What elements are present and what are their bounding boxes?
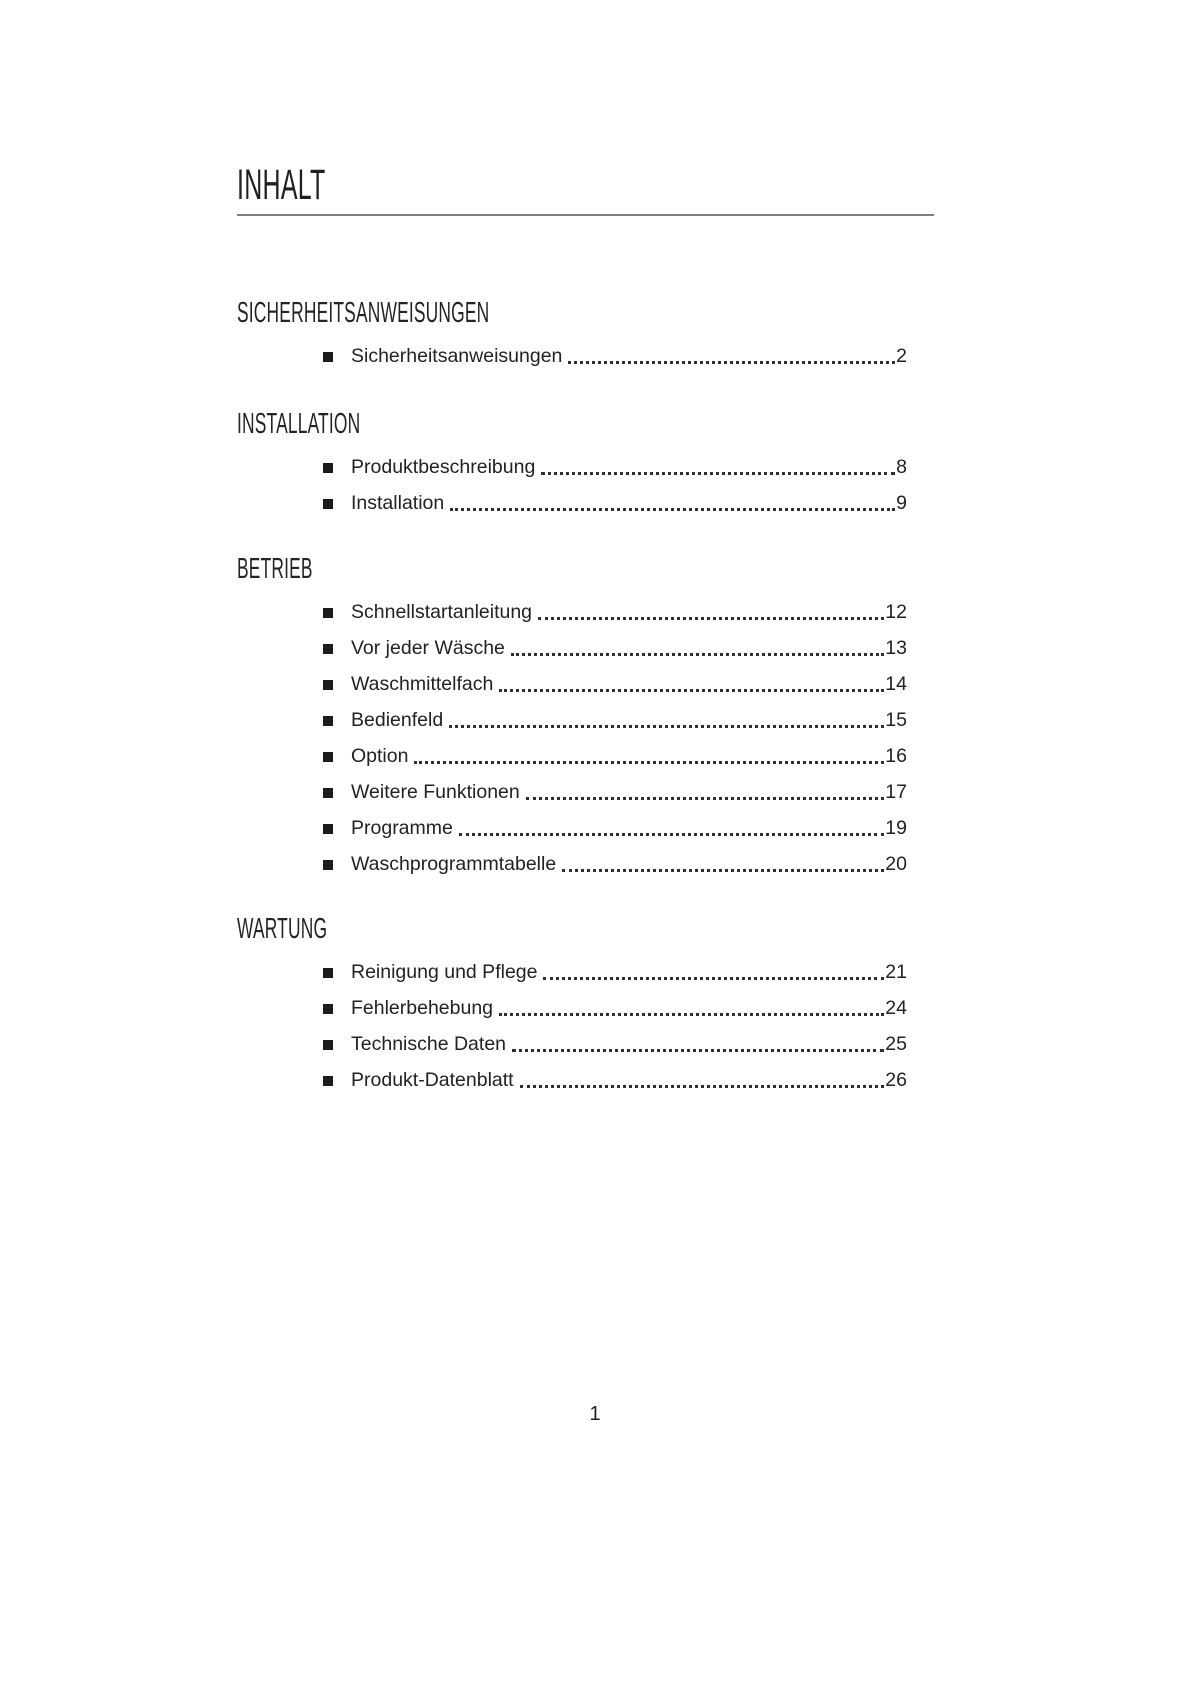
toc-entry	[323, 666, 907, 702]
square-bullet-icon	[323, 860, 333, 870]
toc-entry-label: Installation	[351, 491, 445, 514]
toc-entry	[323, 594, 907, 630]
square-bullet-icon	[323, 499, 333, 509]
toc-section	[237, 296, 927, 374]
square-bullet-icon	[323, 644, 333, 654]
dot-leader	[414, 761, 884, 764]
toc-entry-label: Schnellstartanleitung	[351, 600, 533, 623]
square-bullet-icon	[323, 1004, 333, 1014]
dot-leader	[499, 1013, 884, 1016]
toc-entry	[323, 990, 907, 1026]
toc-entry-label: Programme	[351, 816, 453, 839]
toc-entry	[323, 1062, 907, 1098]
square-bullet-icon	[323, 716, 333, 726]
toc-entry	[323, 702, 907, 738]
dot-leader	[543, 977, 884, 980]
toc-entry-page: 8	[896, 455, 907, 478]
square-bullet-icon	[323, 824, 333, 834]
dot-leader	[562, 869, 884, 872]
toc-entry	[323, 810, 907, 846]
toc-section	[237, 552, 927, 882]
toc-entry-page: 24	[885, 996, 907, 1019]
dot-leader	[511, 653, 884, 656]
toc-entry-label: Weitere Funktionen	[351, 780, 520, 803]
dot-leader	[459, 833, 884, 836]
toc-entry-page: 12	[885, 600, 907, 623]
toc-entry-page: 26	[885, 1068, 907, 1091]
square-bullet-icon	[323, 788, 333, 798]
toc-entry-label: Produktbeschreibung	[351, 455, 536, 478]
toc-entry-label: Sicherheitsanweisungen	[351, 344, 563, 367]
dot-leader	[499, 689, 884, 692]
page-title: INHALT	[237, 161, 326, 209]
toc-entry-page: 16	[885, 744, 907, 767]
toc-entry-list	[237, 594, 927, 882]
toc-entry-list	[237, 338, 927, 374]
toc-entry	[323, 954, 907, 990]
toc-entry-label: Fehlerbehebung	[351, 996, 494, 1019]
toc-entry	[323, 738, 907, 774]
square-bullet-icon	[323, 968, 333, 978]
toc-section	[237, 912, 927, 1098]
toc-entry-label: Option	[351, 744, 409, 767]
toc-entry-page: 13	[885, 636, 907, 659]
toc-entry	[323, 1026, 907, 1062]
dot-leader	[526, 797, 885, 800]
dot-leader	[512, 1049, 884, 1052]
page-number: 1	[589, 1403, 601, 1425]
toc-entry	[323, 485, 907, 521]
toc-entry-label: Waschmittelfach	[351, 672, 494, 695]
toc-entry	[323, 630, 907, 666]
toc-entry-list	[237, 449, 927, 521]
toc-entry-label: Reinigung und Pflege	[351, 960, 538, 983]
toc-entry-page: 21	[885, 960, 907, 983]
square-bullet-icon	[323, 352, 333, 362]
dot-leader	[450, 508, 895, 511]
toc-entry	[323, 449, 907, 485]
toc-entry-label: Vor jeder Wäsche	[351, 636, 505, 659]
square-bullet-icon	[323, 608, 333, 618]
toc-entry-label: Bedienfeld	[351, 708, 444, 731]
toc-entry	[323, 846, 907, 882]
toc-entry	[323, 338, 907, 374]
toc-entry-page: 17	[885, 780, 907, 803]
toc-entry	[323, 774, 907, 810]
square-bullet-icon	[323, 1076, 333, 1086]
toc-entry-page: 25	[885, 1032, 907, 1055]
square-bullet-icon	[323, 463, 333, 473]
toc-entry-page: 2	[896, 344, 907, 367]
toc-section-heading: INSTALLATION	[237, 408, 361, 440]
toc-entry-page: 9	[896, 491, 907, 514]
toc-section-heading: SICHERHEITSANWEISUNGEN	[237, 297, 490, 329]
dot-leader	[568, 361, 895, 364]
toc-entry-label: Produkt-Datenblatt	[351, 1068, 514, 1091]
toc-entry-page: 14	[885, 672, 907, 695]
toc-entry-page: 15	[885, 708, 907, 731]
dot-leader	[538, 617, 884, 620]
dot-leader	[520, 1085, 885, 1088]
square-bullet-icon	[323, 1040, 333, 1050]
square-bullet-icon	[323, 680, 333, 690]
dot-leader	[449, 725, 884, 728]
toc-entry-label: Waschprogrammtabelle	[351, 852, 557, 875]
toc-section-heading: WARTUNG	[237, 913, 328, 945]
toc-section	[237, 407, 927, 521]
dot-leader	[541, 472, 895, 475]
square-bullet-icon	[323, 752, 333, 762]
title-divider	[237, 214, 934, 216]
toc-entry-page: 19	[885, 816, 907, 839]
toc-entry-list	[237, 954, 927, 1098]
toc-entry-label: Technische Daten	[351, 1032, 507, 1055]
toc-section-heading: BETRIEB	[237, 553, 313, 585]
toc-entry-page: 20	[885, 852, 907, 875]
